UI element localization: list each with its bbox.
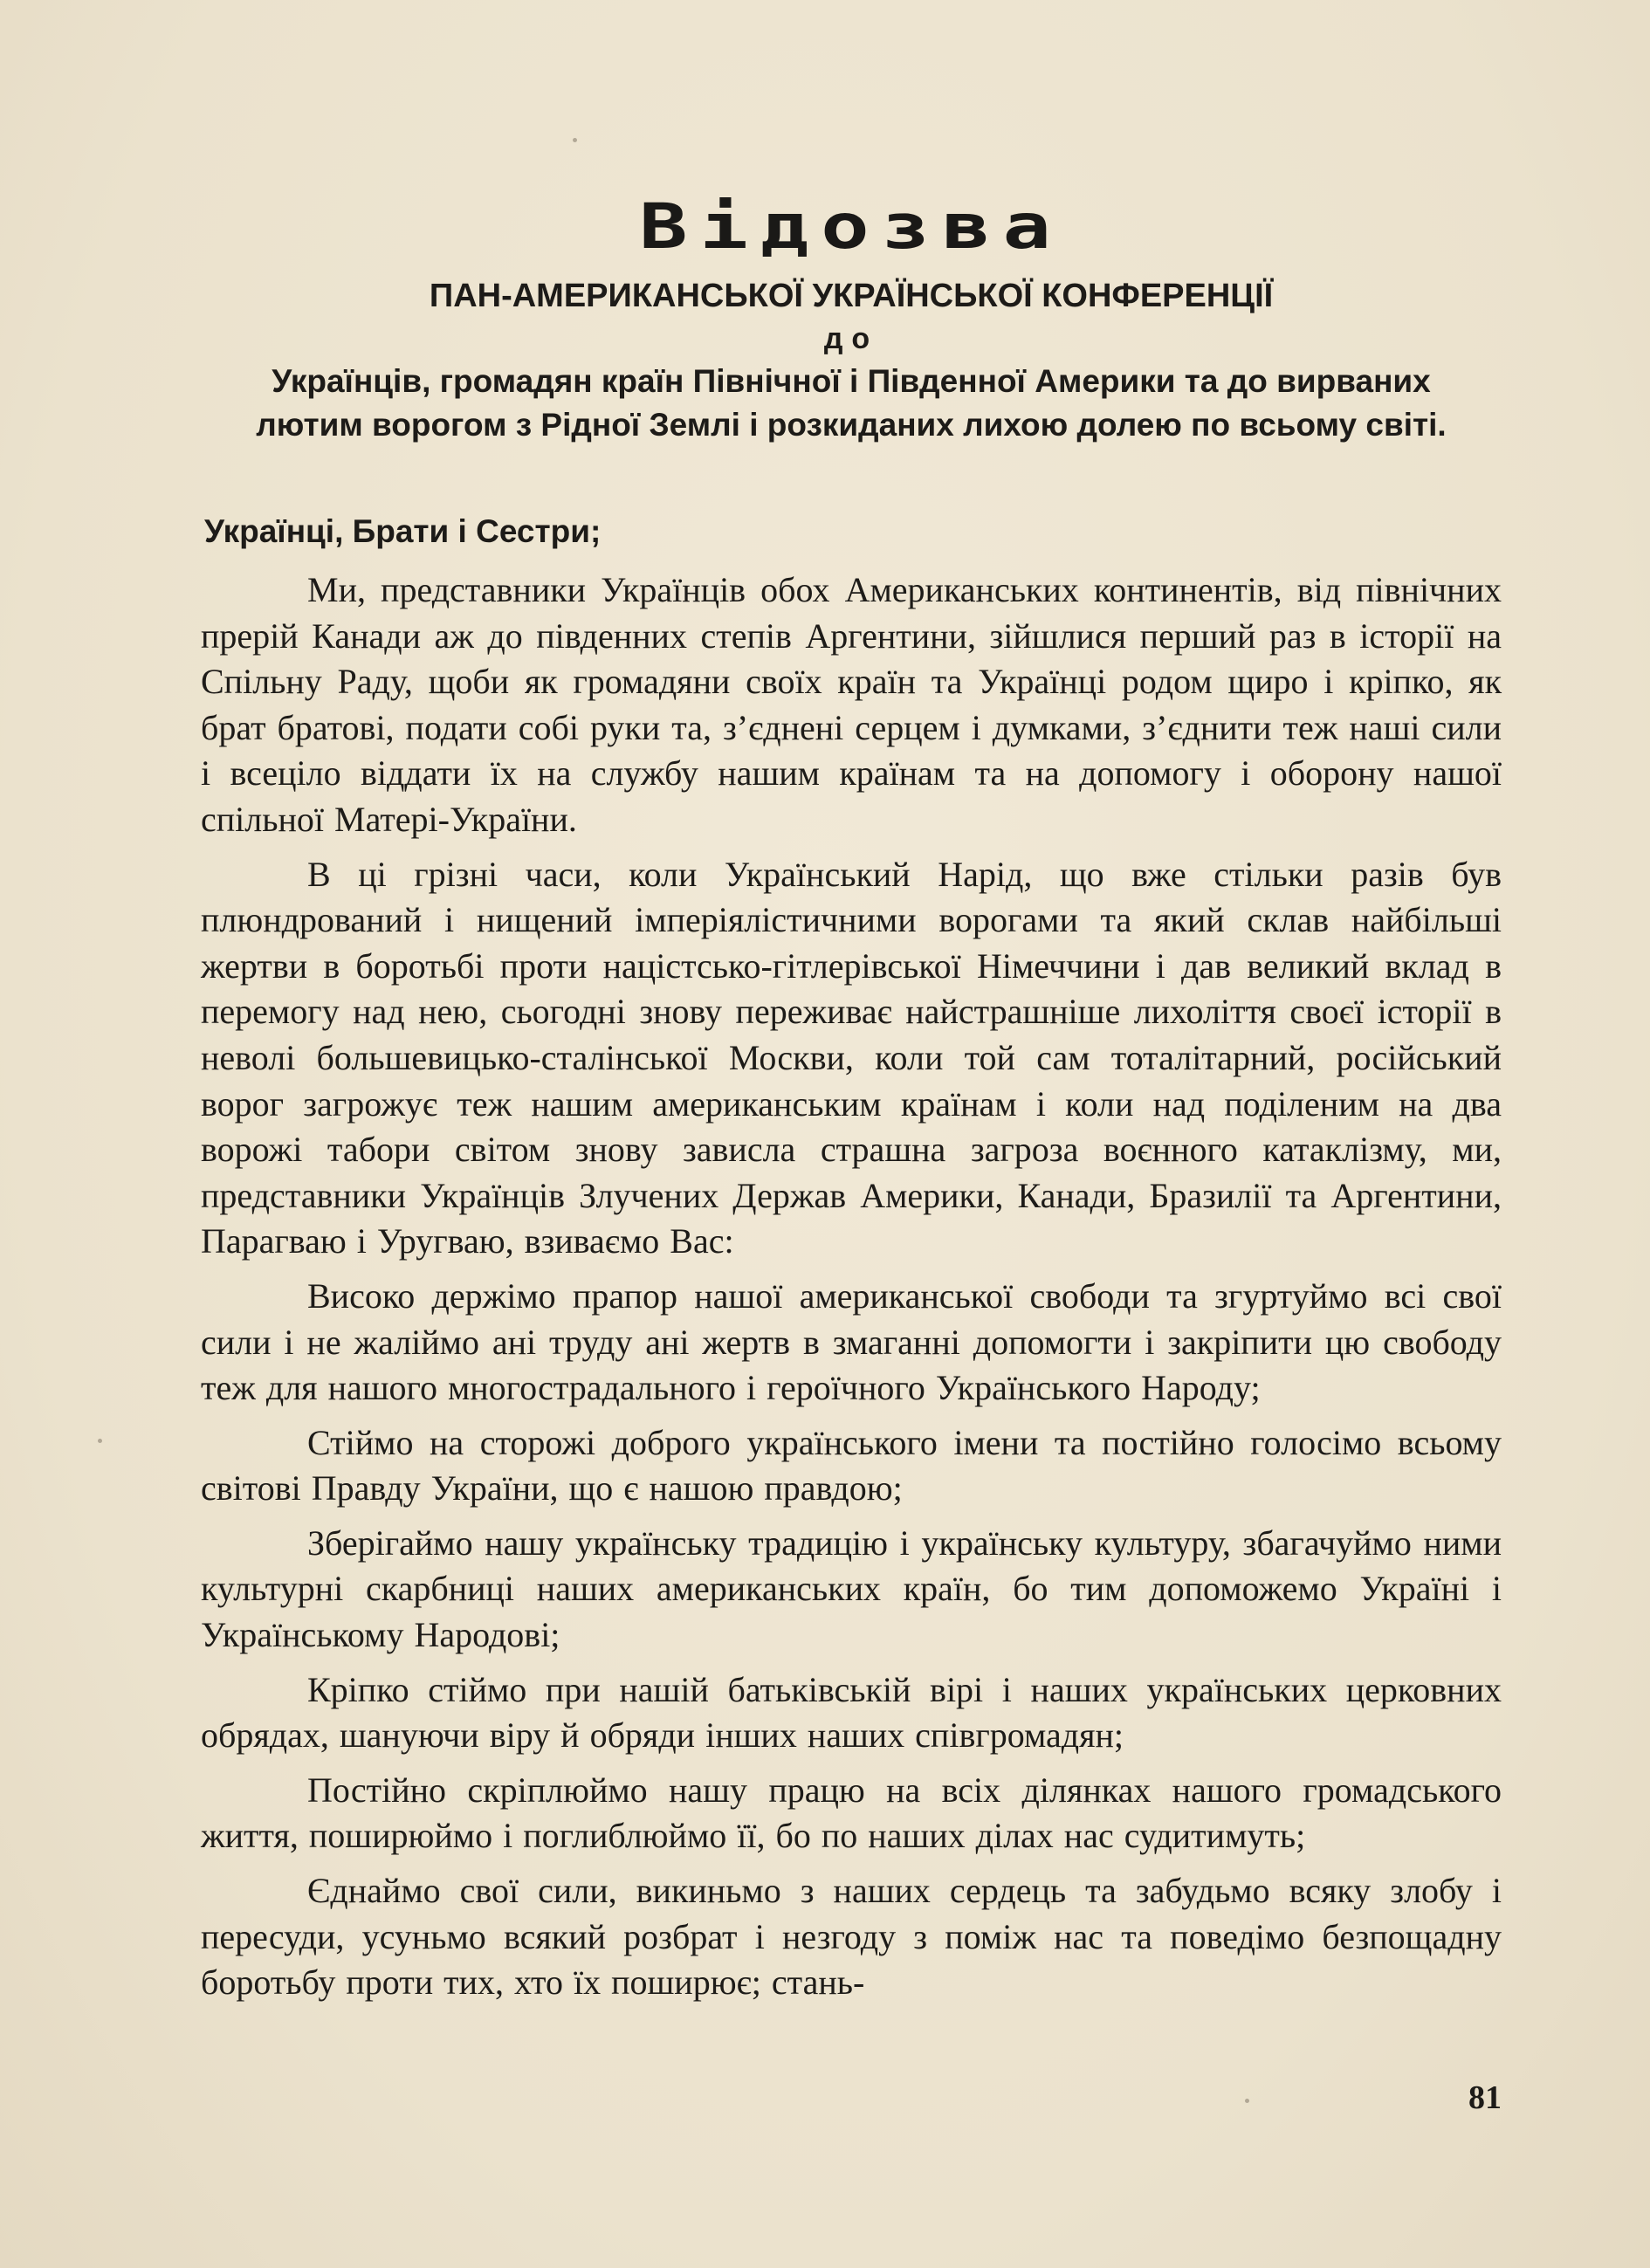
page-number: 81 xyxy=(1468,2079,1502,2116)
document-title: Відозва xyxy=(639,189,1063,264)
salutation: Українці, Брати і Сестри; xyxy=(204,513,602,549)
paper-speck xyxy=(1245,2099,1249,2103)
body-paragraph: Ми, представники Українців обох Американських континентів, від північних прерій Канади аж до південних степів Аргентини, зійшлися перший раз в історії на Спільну Раду, щоби як громадяни своїх країн та Українці родом щиро і кріпко, як брат братові, подати собі руки та, з’єднені серцем і думками, з’єднити теж наші сили і всеціло віддати їх на службу нашим країнам та на допомогу і оборону нашої спільної Матері-України. xyxy=(201,570,1502,839)
document-subtitle: ПАН-АМЕРИКАНСЬКОЇ УКРАЇНСЬКОЇ КОНФЕРЕНЦІЇ xyxy=(429,278,1274,314)
paper-speck xyxy=(98,1439,102,1443)
body-paragraph: Кріпко стіймо при нашій батьківській вірі і наших українських церковних обрядах, шануючи віру й обряди інших наших співгромадян; xyxy=(201,1669,1502,1756)
body-paragraph: Постійно скріплюймо нашу працю на всіх ділянках нашого громадського життя, поширюймо і поглиблюймо її, бо по наших ділах нас судитимуть; xyxy=(201,1770,1502,1856)
paper-speck xyxy=(573,138,577,142)
body-paragraph: Зберігаймо нашу українську традицію і українську культуру, збагачуймо ними культурні скарбниці наших американських країн, бо тим допоможемо Україні і Українському Народові; xyxy=(201,1522,1502,1655)
document-content xyxy=(201,175,1502,2015)
body-paragraph: В ці грізні часи, коли Український Нарід, що вже стільки разів був плюндрований і нищений імперіялістичними ворогами та який склав найбільші жертви в боротьбі проти націстсько-гітлерівської Німеччини і дав великий вклад в перемогу над нею, сьогодні знову переживає найстрашніше лихоліття своєї історії в неволі большевицько-сталінської Москви, коли той сам тоталітарний, російський ворог загрожує теж нашим американським країнам і коли над поділеним на два ворожі табори світом знову зависла страшна загроза воєнного катаклізму, ми, представники Українців Злучених Держав Америки, Канади, Бразилії та Аргентини, Парагваю і Уругваю, взиваємо Вас: xyxy=(201,854,1502,1261)
body-paragraph: Стіймо на сторожі доброго українського імени та постійно голосімо всьому світові Правду України, що є нашою правдою; xyxy=(201,1422,1502,1509)
body-paragraph: Єднаймо свої сили, викиньмо з наших сердець та забудьмо всяку злобу і пересуди, усуньмо всякий розбрат і незгоду з поміж нас та поведімо безпощадну боротьбу проти тих, хто їх поширює; стань- xyxy=(201,1871,1502,2003)
addressees-heading: Українців, громадян країн Північної і Південної Америки та до вирваних лютим ворогом з Рідної Землі і розкиданих лихою долею по всьому світі. xyxy=(256,363,1447,443)
preposition-line: до xyxy=(823,322,879,355)
body-paragraph: Високо держімо прапор нашої американської свободи та згуртуймо всі свої сили і не жаліймо ані труду ані жертв в змаганні допомогти і закріпити цю свободу теж для нашого многострадального і героїчного Українського Народу; xyxy=(201,1275,1502,1408)
